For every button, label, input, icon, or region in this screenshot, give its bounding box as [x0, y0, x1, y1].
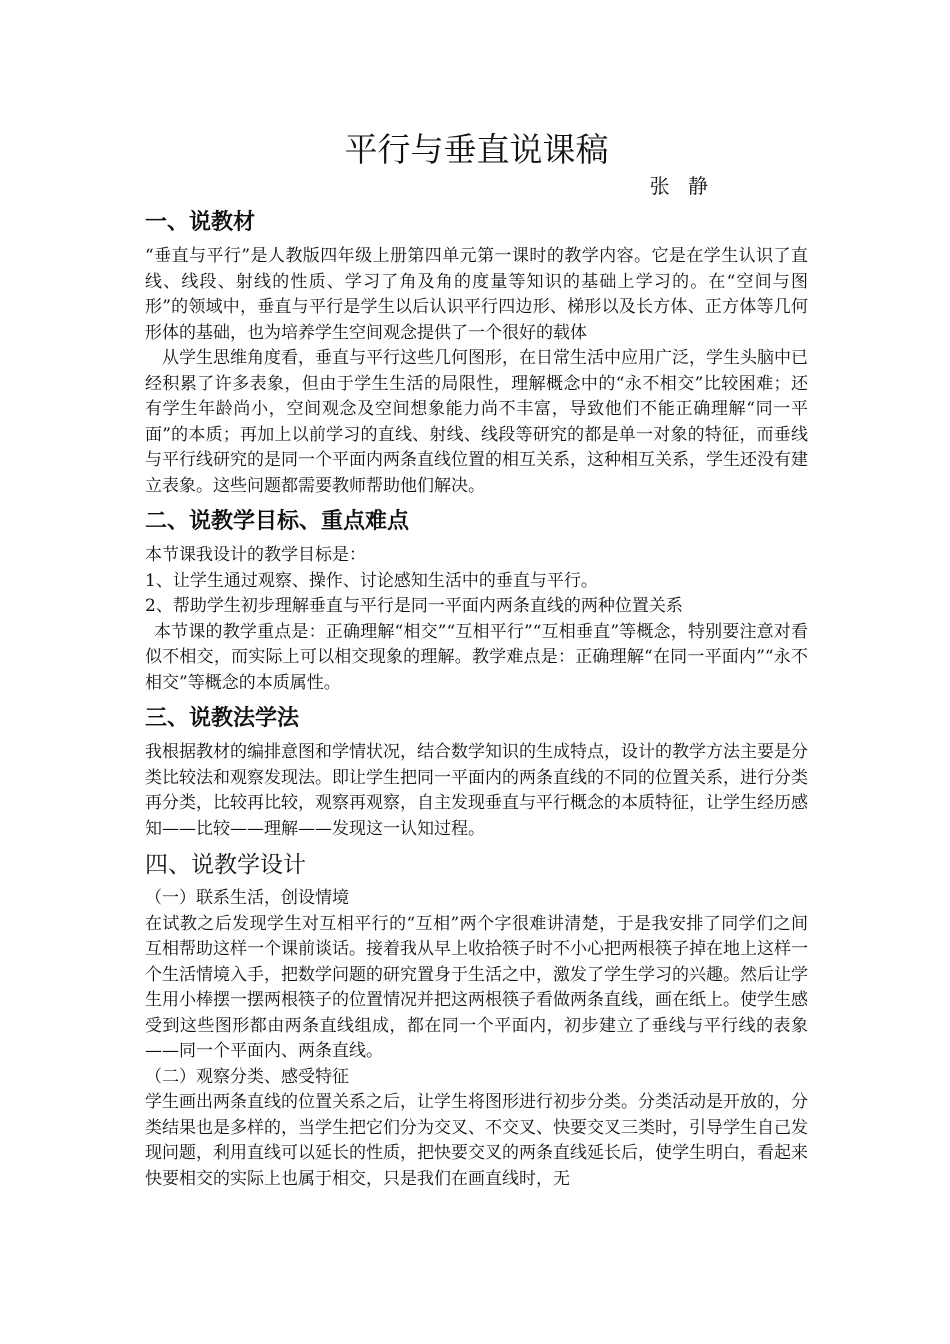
section-2-paragraph-key-points: 本节课的教学重点是：正确理解“相交”“互相平行”“互相垂直”等概念，特别要注意对看似不相交，而实际上可以相交现象的理解。教学难点是：正确理解“在同一平面内”“永不相交”等概念的本质属性。 — [145, 621, 808, 693]
section-1-paragraph-1: “垂直与平行”是人教版四年级上册第四单元第一课时的教学内容。它是在学生认识了直线、线段、射线的性质、学习了角及角的度量等知识的基础上学习的。在“空间与图形”的领域中，垂直与平行是学生以后认识平行四边形、梯形以及长方体、正方体等几何形体的基础，也为培养学生空间观念提供了一个很好的载体 — [145, 246, 808, 343]
section-4-subheading-1: （一）联系生活，创设情境 — [145, 888, 349, 908]
section-heading-2: 二、说教学目标、重点难点 — [145, 509, 410, 534]
section-3-paragraph-1: 我根据教材的编排意图和学情状况，结合数学知识的生成特点，设计的教学方法主要是分类比较法和观察发现法。即让学生把同一平面内的两条直线的不同的位置关系，进行分类再分类，比较再比较，观察再观察，自主发现垂直与平行概念的本质特征，让学生经历感知——比较——理解——发现这一认知过程。 — [145, 742, 808, 839]
section-heading-3: 三、说教法学法 — [145, 706, 300, 731]
section-2-goal-1: 1、让学生通过观察、操作、讨论感知生活中的垂直与平行。 — [145, 570, 598, 591]
section-heading-4: 四、说教学设计 — [145, 852, 306, 878]
document-title: 平行与垂直说课稿 — [344, 130, 609, 169]
document-page — [145, 128, 808, 1192]
author-name: 张 静 — [649, 174, 714, 198]
section-heading-1: 一、说教材 — [145, 210, 256, 235]
section-4-subheading-2: （二）观察分类、感受特征 — [145, 1066, 349, 1087]
section-1-paragraph-2: 从学生思维角度看，垂直与平行这些几何图形，在日常生活中应用广泛，学生头脑中已经积累了许多表象，但由于学生生活的局限性，理解概念中的“永不相交”比较困难；还有学生年龄尚小，空间观念及空间想象能力尚不丰富，导致他们不能正确理解“同一平面”的本质；再加上以前学习的直线、射线、线段等研究的都是单一对象的特征，而垂线与平行线研究的是同一个平面内两条直线位置的相互关系，这种相互关系，学生还没有建立表象。这些问题都需要教师帮助他们解决。 — [145, 348, 808, 496]
section-2-goal-2: 2、帮助学生初步理解垂直与平行是同一平面内两条直线的两种位置关系 — [145, 596, 683, 616]
section-4-paragraph-1: 在试教之后发现学生对互相平行的“互相”两个字很难讲清楚，于是我安排了同学们之间互相帮助这样一个课前谈话。接着我从早上收拾筷子时不小心把两根筷子掉在地上这样一个生活情境入手，把数学问题的研究置身于生活之中，激发了学生学习的兴趣。然后让学生用小棒摆一摆两根筷子的位置情况并把这两根筷子看做两条直线，画在纸上。使学生感受到这些图形都由两条直线组成，都在同一个平面内，初步建立了垂线与平行线的表象——同一个平面内、两条直线。 — [145, 913, 808, 1061]
section-4-paragraph-2: 学生画出两条直线的位置关系之后，让学生将图形进行初步分类。分类活动是开放的，分类结果也是多样的，当学生把它们分为交叉、不交叉、快要交叉三类时，引导学生自己发现问题，利用直线可以延长的性质，把快要交叉的两条直线延长后，使学生明白，看起来快要相交的实际上也属于相交，只是我们在画直线时，无 — [145, 1092, 808, 1189]
section-2-paragraph-1: 本节课我设计的教学目标是： — [145, 545, 366, 565]
